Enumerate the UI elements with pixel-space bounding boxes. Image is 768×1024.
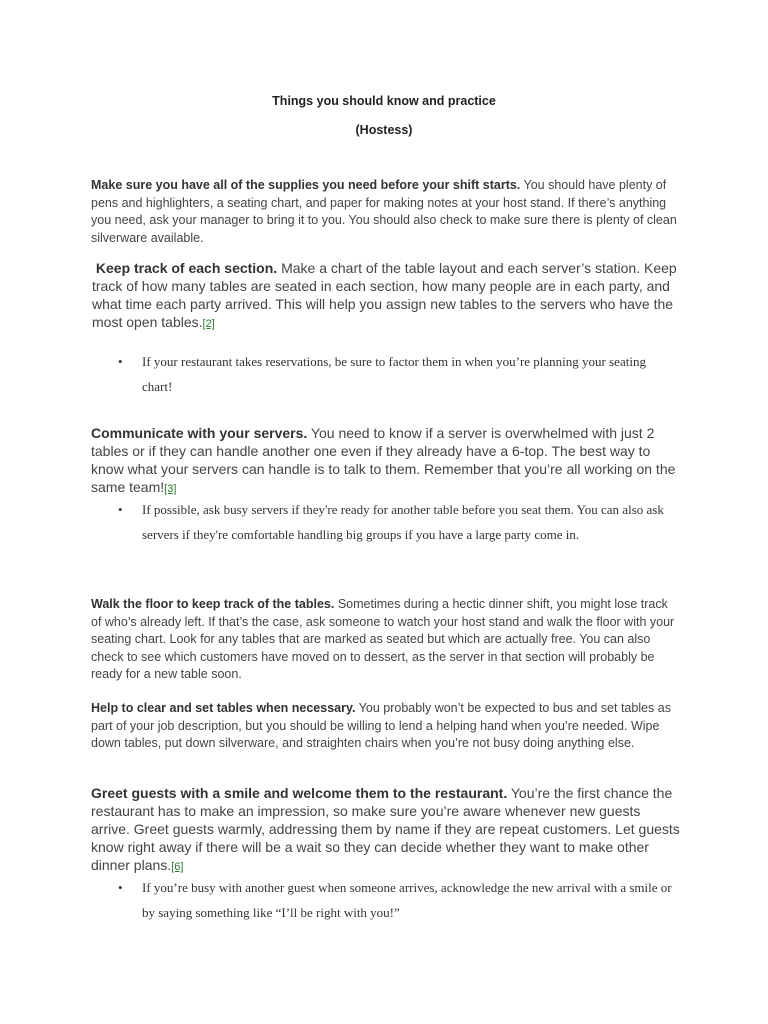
bullet-busy-guest bbox=[118, 875, 678, 925]
section-track-section bbox=[92, 259, 682, 333]
section-heading: Help to clear and set tables when necessary. bbox=[91, 701, 356, 715]
section-communicate bbox=[91, 424, 681, 498]
section-walk-floor bbox=[91, 596, 681, 684]
section-body: You probably won’t be expected to bus and set tables as part of your job description, but you should be willing to lend a helping hand when you’re needed. Wipe down tables, put down silverware, and straighten chairs when you’re not busy doing anything else. bbox=[91, 701, 671, 750]
bullet-marker: • bbox=[118, 502, 123, 517]
section-clear-tables bbox=[91, 700, 681, 753]
section-body: You need to know if a server is overwhelmed with just 2 tables or if they can handle another one even if they already have a 6-top. The best way to know what your servers can handle is to talk to them. Remember that you’re all working on the same team! bbox=[91, 425, 676, 495]
bullet-ask-servers bbox=[118, 497, 678, 547]
bullet-reservations bbox=[118, 349, 678, 399]
footnote-link[interactable]: [6] bbox=[171, 861, 184, 873]
section-body: Make a chart of the table layout and each server’s station. Keep track of how many tables are seated in each section, how many people are in each party, and what time each party arrived. This will help you assign new tables to the servers who have the most open tables. bbox=[92, 260, 677, 330]
section-body: You’re the first chance the restaurant has to make an impression, so make sure you’re aware whenever new guests arrive. Greet guests warmly, addressing them by name if they are repeat customers. Let guests know right away if there will be a wait so they can decide whether they want to make other dinner plans. bbox=[91, 785, 680, 873]
document-title: Things you should know and practice bbox=[272, 94, 496, 108]
bullet-text: If possible, ask busy servers if they're ready for another table before you seat them. You can also ask servers if they're comfortable handling big groups if you have a large party come in. bbox=[142, 502, 664, 542]
section-heading: Walk the floor to keep track of the tables. bbox=[91, 597, 335, 611]
bullet-text: If you’re busy with another guest when someone arrives, acknowledge the new arrival with a smile or by saying something like “I’ll be right with you!” bbox=[142, 880, 672, 920]
footnote-link[interactable]: [3] bbox=[164, 483, 177, 495]
section-supplies bbox=[91, 177, 681, 247]
section-heading: Greet guests with a smile and welcome them to the restaurant. bbox=[91, 785, 508, 801]
footnote-link[interactable]: [2] bbox=[202, 318, 215, 330]
section-greet-guests bbox=[91, 784, 681, 876]
section-body: You should have plenty of pens and highlighters, a seating chart, and paper for making notes at your host stand. If there’s anything you need, ask your manager to bring it to you. You should also check to make sure there is plenty of clean silverware available. bbox=[91, 178, 677, 245]
section-heading: Make sure you have all of the supplies you need before your shift starts. bbox=[91, 178, 521, 192]
bullet-marker: • bbox=[118, 354, 123, 369]
section-heading: Keep track of each section. bbox=[95, 260, 278, 276]
document-subtitle: (Hostess) bbox=[355, 123, 413, 137]
section-body: Sometimes during a hectic dinner shift, you might lose track of who’s already left. If that’s the case, ask someone to watch your host stand and walk the floor with your seating chart. Look for any tables that are marked as seated but which are actually free. You can also check to see which customers have moved on to dessert, as the server in that section will probably be ready for a new table soon. bbox=[91, 597, 675, 681]
section-heading: Communicate with your servers. bbox=[91, 425, 308, 441]
bullet-marker: • bbox=[118, 880, 123, 895]
bullet-text: If your restaurant takes reservations, be sure to factor them in when you’re planning your seating chart! bbox=[142, 354, 646, 394]
